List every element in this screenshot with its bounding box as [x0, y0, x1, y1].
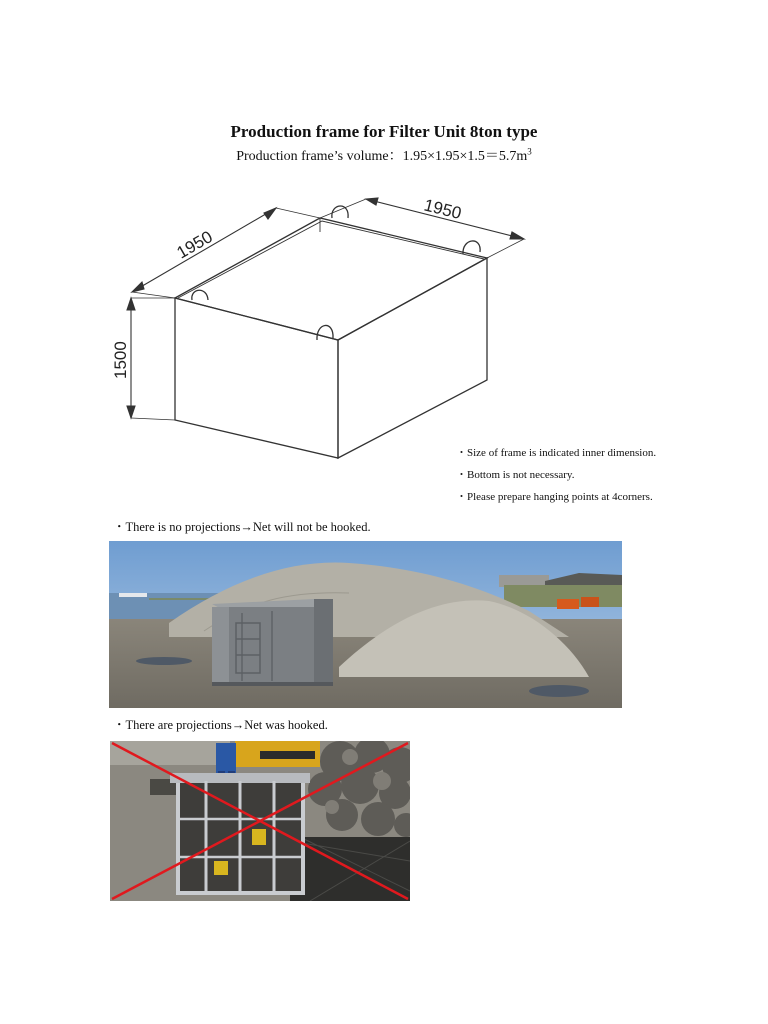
page-title: Production frame for Filter Unit 8ton type: [230, 122, 538, 141]
photo-frame-with-projections: [110, 741, 410, 901]
photo-frame-no-projections: [109, 541, 622, 708]
hanging-loops: [192, 206, 480, 340]
dimension-lines: [127, 198, 524, 420]
loop-right: [463, 241, 480, 254]
dim-label-height: 1500: [111, 341, 130, 379]
caption-projections: ・There are projections→Net was hooked.: [113, 718, 328, 732]
subtitle-text: Production frame’s volume：1.95×1.95×1.5＝5.7m: [236, 149, 528, 164]
worker: [216, 743, 236, 773]
ship: [119, 593, 147, 597]
caption-no-projections: ・There is no projections→Net will not be hooked.: [113, 520, 371, 534]
metal-frame: [170, 773, 310, 893]
dim-label-left-top: 1950: [173, 227, 216, 263]
frame-diagram: [0, 0, 768, 470]
orange-machine: [581, 597, 599, 607]
orange-machine: [557, 599, 579, 609]
dim-label-right-top: 1950: [422, 195, 464, 224]
puddle: [529, 685, 589, 697]
subtitle-superscript: 3: [527, 146, 532, 157]
loop-front-left: [192, 290, 208, 300]
note-item: ・Size of frame is indicated inner dimension.: [456, 447, 657, 459]
note-item: ・Bottom is not necessary.: [456, 469, 575, 481]
puddle: [136, 657, 192, 665]
frame-body: [212, 607, 330, 684]
notes-list: [456, 442, 656, 508]
frame-box: [175, 218, 487, 458]
note-item: ・Please prepare hanging points at 4corners.: [456, 491, 653, 503]
